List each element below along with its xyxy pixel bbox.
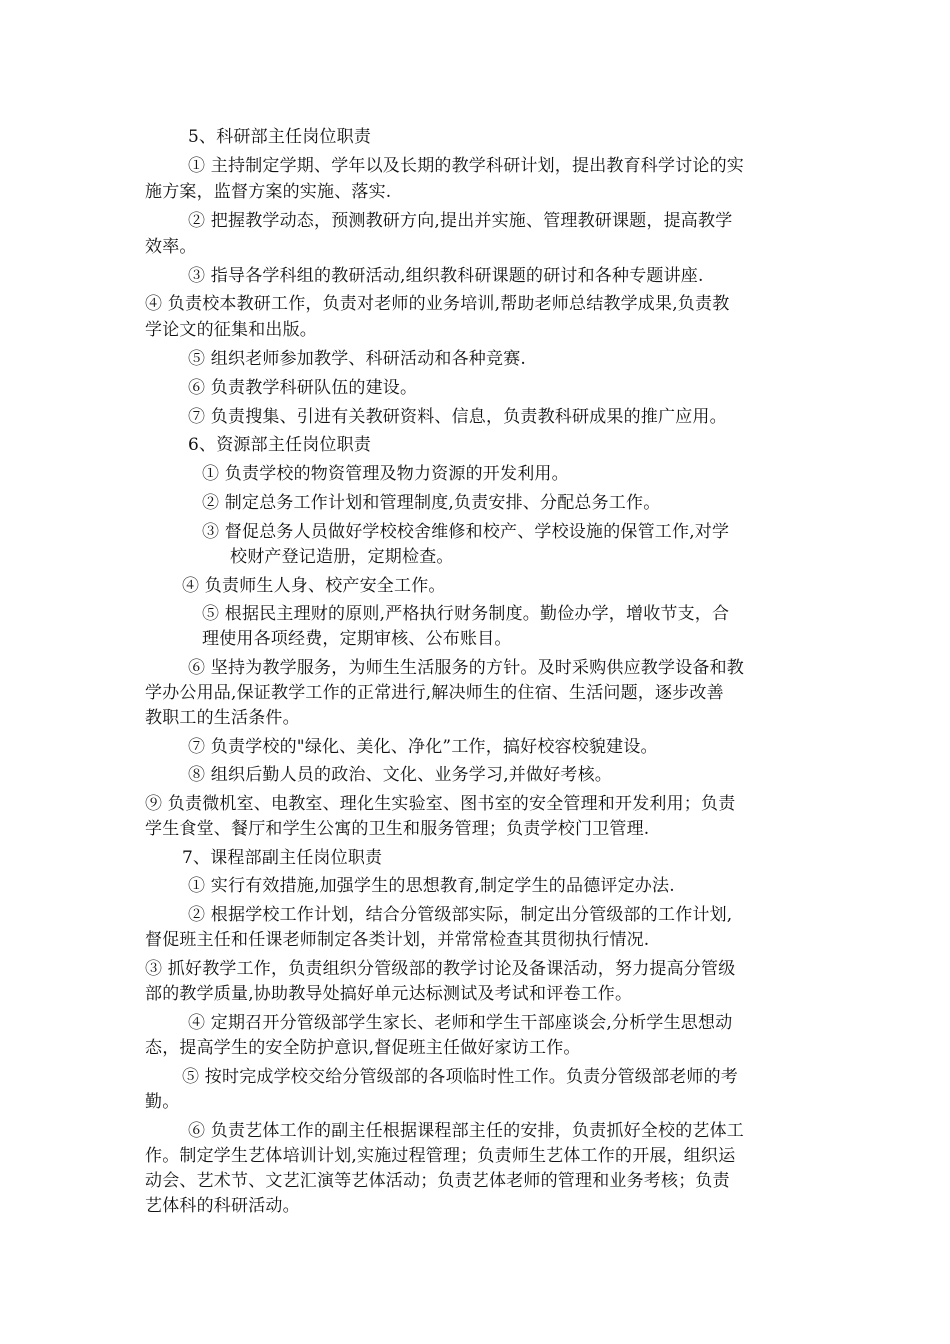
paragraph-line: ② 制定总务工作计划和管理制度,负责安排、分配总务工作。 xyxy=(202,493,661,513)
section-heading: 5、科研部主任岗位职责 xyxy=(188,127,372,147)
paragraph-line: ① 实行有效措施,加强学生的思想教育,制定学生的品德评定办法. xyxy=(188,876,675,896)
paragraph-line: ⑤ 组织老师参加教学、科研活动和各种竞赛. xyxy=(188,349,527,369)
paragraph-line: ⑥ 负责艺体工作的副主任根据课程部主任的安排，负责抓好全校的艺体工 xyxy=(188,1121,745,1141)
paragraph-line: 教职工的生活条件。 xyxy=(145,708,300,728)
paragraph-line: ⑦ 负责学校的"绿化、美化、净化”工作，搞好校容校貌建设。 xyxy=(188,737,658,757)
paragraph-line: ⑤ 根据民主理财的原则,严格执行财务制度。勤俭办学，增收节支，合 xyxy=(202,604,730,624)
paragraph-line: 态，提高学生的安全防护意识,督促班主任做好家访工作。 xyxy=(145,1038,581,1058)
paragraph-line: ④ 负责师生人身、校产安全工作。 xyxy=(182,576,446,596)
paragraph-line: ⑥ 负责教学科研队伍的建设。 xyxy=(188,378,418,398)
paragraph-line: 动会、艺术节、文艺汇演等艺体活动；负责艺体老师的管理和业务考核；负责 xyxy=(145,1171,730,1191)
paragraph-line: ① 主持制定学期、学年以及长期的教学科研计划，提出教育科学讨论的实 xyxy=(188,156,745,176)
paragraph-line: ⑧ 组织后勤人员的政治、文化、业务学习,并做好考核。 xyxy=(188,765,613,785)
paragraph-line: 勤。 xyxy=(145,1092,180,1112)
paragraph-line: ④ 定期召开分管级部学生家长、老师和学生干部座谈会,分析学生思想动 xyxy=(188,1013,733,1033)
section-heading: 7、课程部副主任岗位职责 xyxy=(182,848,383,868)
paragraph-line: 部的教学质量,协助教导处搞好单元达标测试及考试和评卷工作。 xyxy=(145,984,633,1004)
paragraph-line: ① 负责学校的物资管理及物力资源的开发利用。 xyxy=(202,464,569,484)
paragraph-line: 学办公用品,保证教学工作的正常进行,解决师生的住宿、生活问题，逐步改善 xyxy=(145,683,724,703)
paragraph-line: 理使用各项经费，定期审核、公布账目。 xyxy=(202,629,512,649)
paragraph-line: ② 根据学校工作计划，结合分管级部实际，制定出分管级部的工作计划, xyxy=(188,905,733,925)
paragraph-line: ⑨ 负责微机室、电教室、理化生实验室、图书室的安全管理和开发利用；负责 xyxy=(145,794,736,814)
paragraph-line: 艺体科的科研活动。 xyxy=(145,1196,300,1216)
paragraph-line: ③ 指导各学科组的教研活动,组织教科研课题的研讨和各种专题讲座. xyxy=(188,266,704,286)
paragraph-line: ⑥ 坚持为教学服务，为师生生活服务的方针。及时采购供应教学设备和教 xyxy=(188,658,745,678)
section-heading: 6、资源部主任岗位职责 xyxy=(188,435,372,455)
paragraph-line: 作。制定学生艺体培训计划,实施过程管理；负责师生艺体工作的开展，组织运 xyxy=(145,1146,736,1166)
paragraph-line: 学论文的征集和出版。 xyxy=(145,320,317,340)
paragraph-line: 校财产登记造册，定期检查。 xyxy=(230,547,454,567)
paragraph-line: 施方案，监督方案的实施、落实. xyxy=(145,182,392,202)
paragraph-line: 效率。 xyxy=(145,237,197,257)
paragraph-line: ③ 抓好教学工作，负责组织分管级部的教学讨论及备课活动，努力提高分管级 xyxy=(145,959,736,979)
paragraph-line: ⑤ 按时完成学校交给分管级部的各项临时性工作。负责分管级部老师的考 xyxy=(182,1067,739,1087)
paragraph-line: ④ 负责校本教研工作，负责对老师的业务培训,帮助老师总结教学成果,负责教 xyxy=(145,294,730,314)
paragraph-line: ② 把握教学动态，预测教研方向,提出并实施、管理教研课题，提高教学 xyxy=(188,211,733,231)
paragraph-line: 督促班主任和任课老师制定各类计划，并常常检查其贯彻执行情况. xyxy=(145,930,650,950)
paragraph-line: ③ 督促总务人员做好学校校舍维修和校产、学校设施的保管工作,对学 xyxy=(202,522,730,542)
paragraph-line: ⑦ 负责搜集、引进有关教研资料、信息，负责教科研成果的推广应用。 xyxy=(188,407,727,427)
paragraph-line: 学生食堂、餐厅和学生公寓的卫生和服务管理；负责学校门卫管理. xyxy=(145,819,650,839)
